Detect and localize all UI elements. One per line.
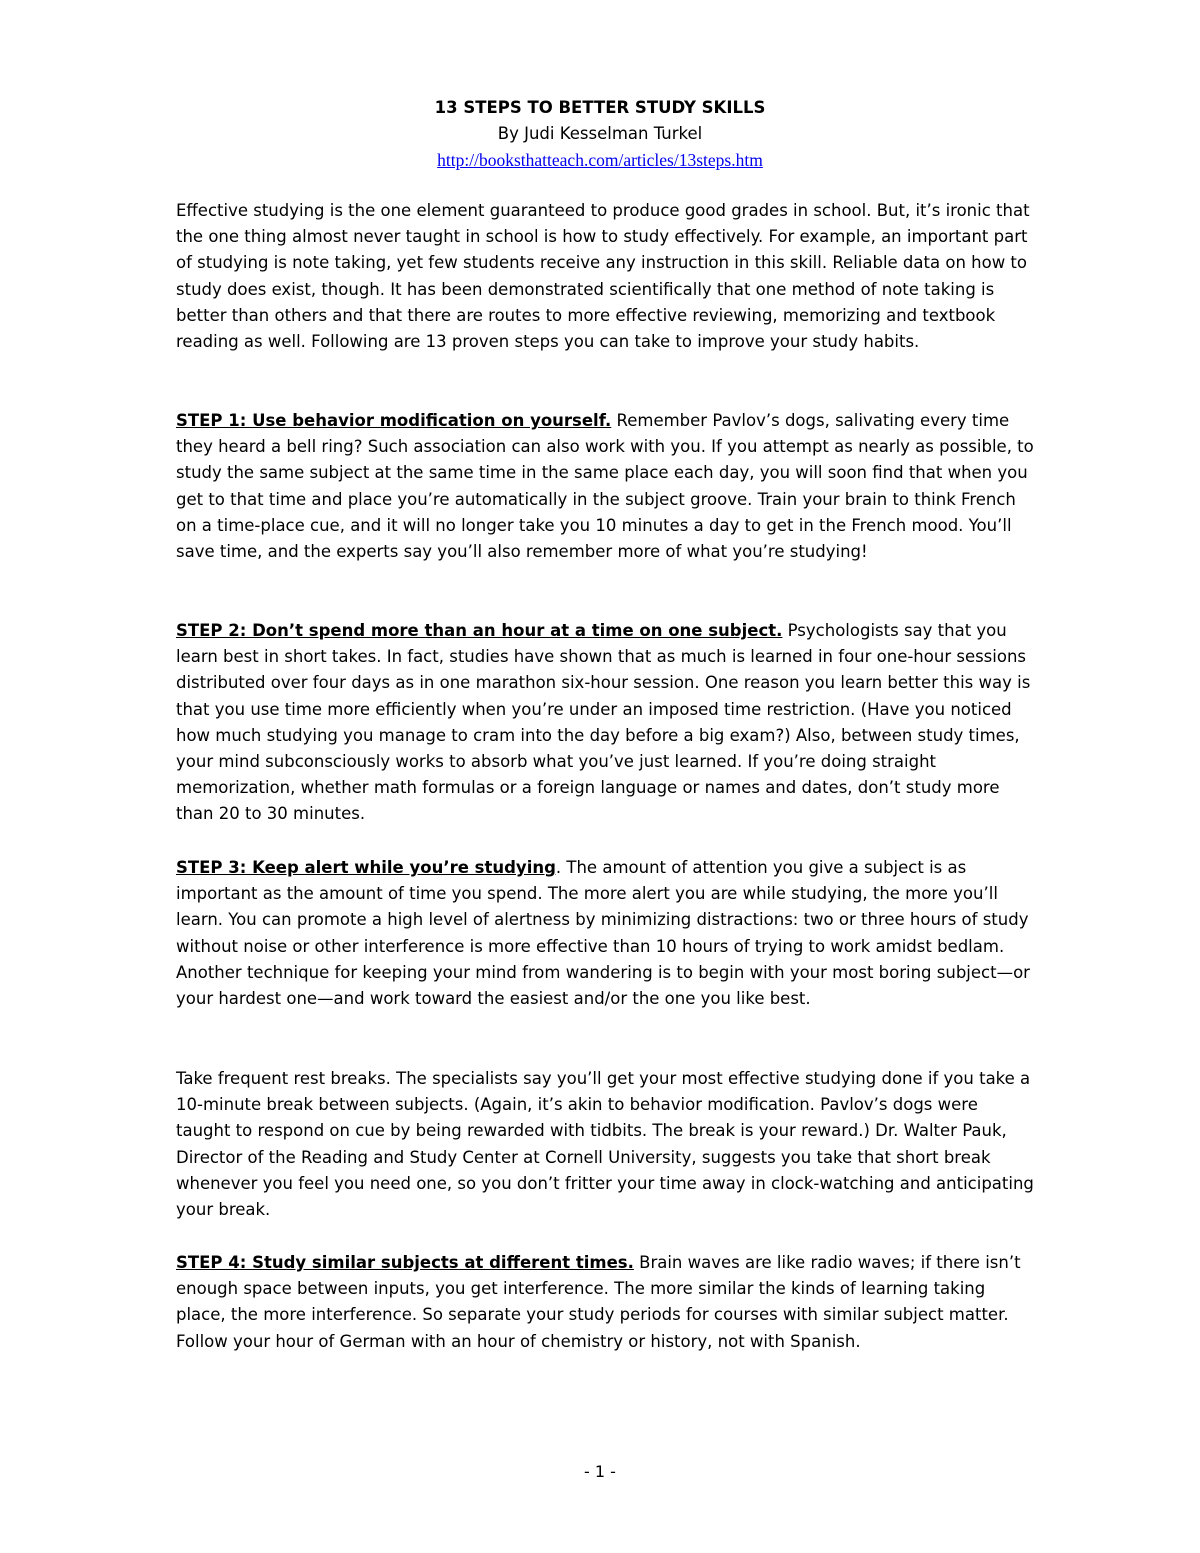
step-4-title: STEP 4: Study similar subjects at different times. (176, 1253, 634, 1272)
step-3-text: . The amount of attention you give a subject is as important as the amount of time you spend. The more alert you are while studying, the more you’ll learn. You can promote a high level of alertness by minimizing distractions: two or three hours of study without noise or other interference is more effective than 10 hours of trying to work amidst bedlam. Another technique for keeping your mind from wandering is to begin with your most boring subject—or your hardest one—and work toward the easiest and/or the one you like best. (176, 858, 1030, 1009)
document-title: 13 STEPS TO BETTER STUDY SKILLS (434, 98, 766, 117)
document-author: By Judi Kesselman Turkel (497, 124, 703, 143)
intro-paragraph: Effective studying is the one element guaranteed to produce good grades in school. But, it’s ironic that the one thing almost never taught in school is how to study effectively. For example, an important part of studying is note taking, yet few students receive any instruction in this skill. Reliable data on how to study does exist, though. It has been demonstrated scientifically that one method of note taking is better than others and that there are routes to more effective reviewing, memorizing and textbook reading as well. Following are 13 proven steps you can take to improve your study habits. (176, 201, 1030, 352)
source-link[interactable]: http://booksthatteach.com/articles/13steps.htm (437, 150, 763, 170)
step-1-paragraph (176, 408, 1036, 565)
step-3-title: STEP 3: Keep alert while you’re studying (176, 858, 556, 877)
page-number: - 1 - (584, 1462, 616, 1481)
step-1-title: STEP 1: Use behavior modification on yourself. (176, 411, 612, 430)
step-1-text: Remember Pavlov’s dogs, salivating every time they heard a bell ring? Such association can also work with you. If you attempt as nearly as possible, to study the same subject at the same time in the same place each day, you will soon find that when you get to that time and place you’re automatically in the subject groove. Train your brain to think French on a time-place cue, and it will no longer take you 10 minutes a day to get in the French mood. You’ll save time, and the experts say you’ll also remember more of what you’re studying! (176, 411, 1034, 562)
step-2-title: STEP 2: Don’t spend more than an hour at a time on one subject. (176, 621, 783, 640)
step-4-text: Brain waves are like radio waves; if there isn’t enough space between inputs, you get interference. The more similar the kinds of learning taking place, the more interference. So separate your study periods for courses with similar subject matter. Follow your hour of German with an hour of chemistry or history, not with Spanish. (176, 1253, 1021, 1351)
step-3-paragraph (176, 855, 1036, 1012)
step-4-paragraph (176, 1250, 1036, 1355)
step-2-paragraph (176, 618, 1036, 828)
step-2-text: Psychologists say that you learn best in short takes. In fact, studies have shown that as much is learned in four one-hour sessions distributed over four days as in one marathon six-hour session. One reason you learn better this way is that you use time more efficiently when you’re under an imposed time restriction. (Have you noticed how much studying you manage to cram into the day before a big exam?) Also, between study times, your mind subconsciously works to absorb what you’ve just learned. If you’re doing straight memorization, whether math formulas or a foreign language or names and dates, don’t study more than 20 to 30 minutes. (176, 621, 1031, 824)
breaks-paragraph: Take frequent rest breaks. The specialists say you’ll get your most effective studying done if you take a 10-minute break between subjects. (Again, it’s akin to behavior modification. Pavlov’s dogs were taught to respond on cue by being rewarded with tidbits. The break is your reward.) Dr. Walter Pauk, Director of the Reading and Study Center at Cornell University, suggests you take that short break whenever you feel you need one, so you don’t fritter your time away in clock-watching and anticipating your break. (176, 1069, 1034, 1220)
document-header (0, 95, 1200, 174)
